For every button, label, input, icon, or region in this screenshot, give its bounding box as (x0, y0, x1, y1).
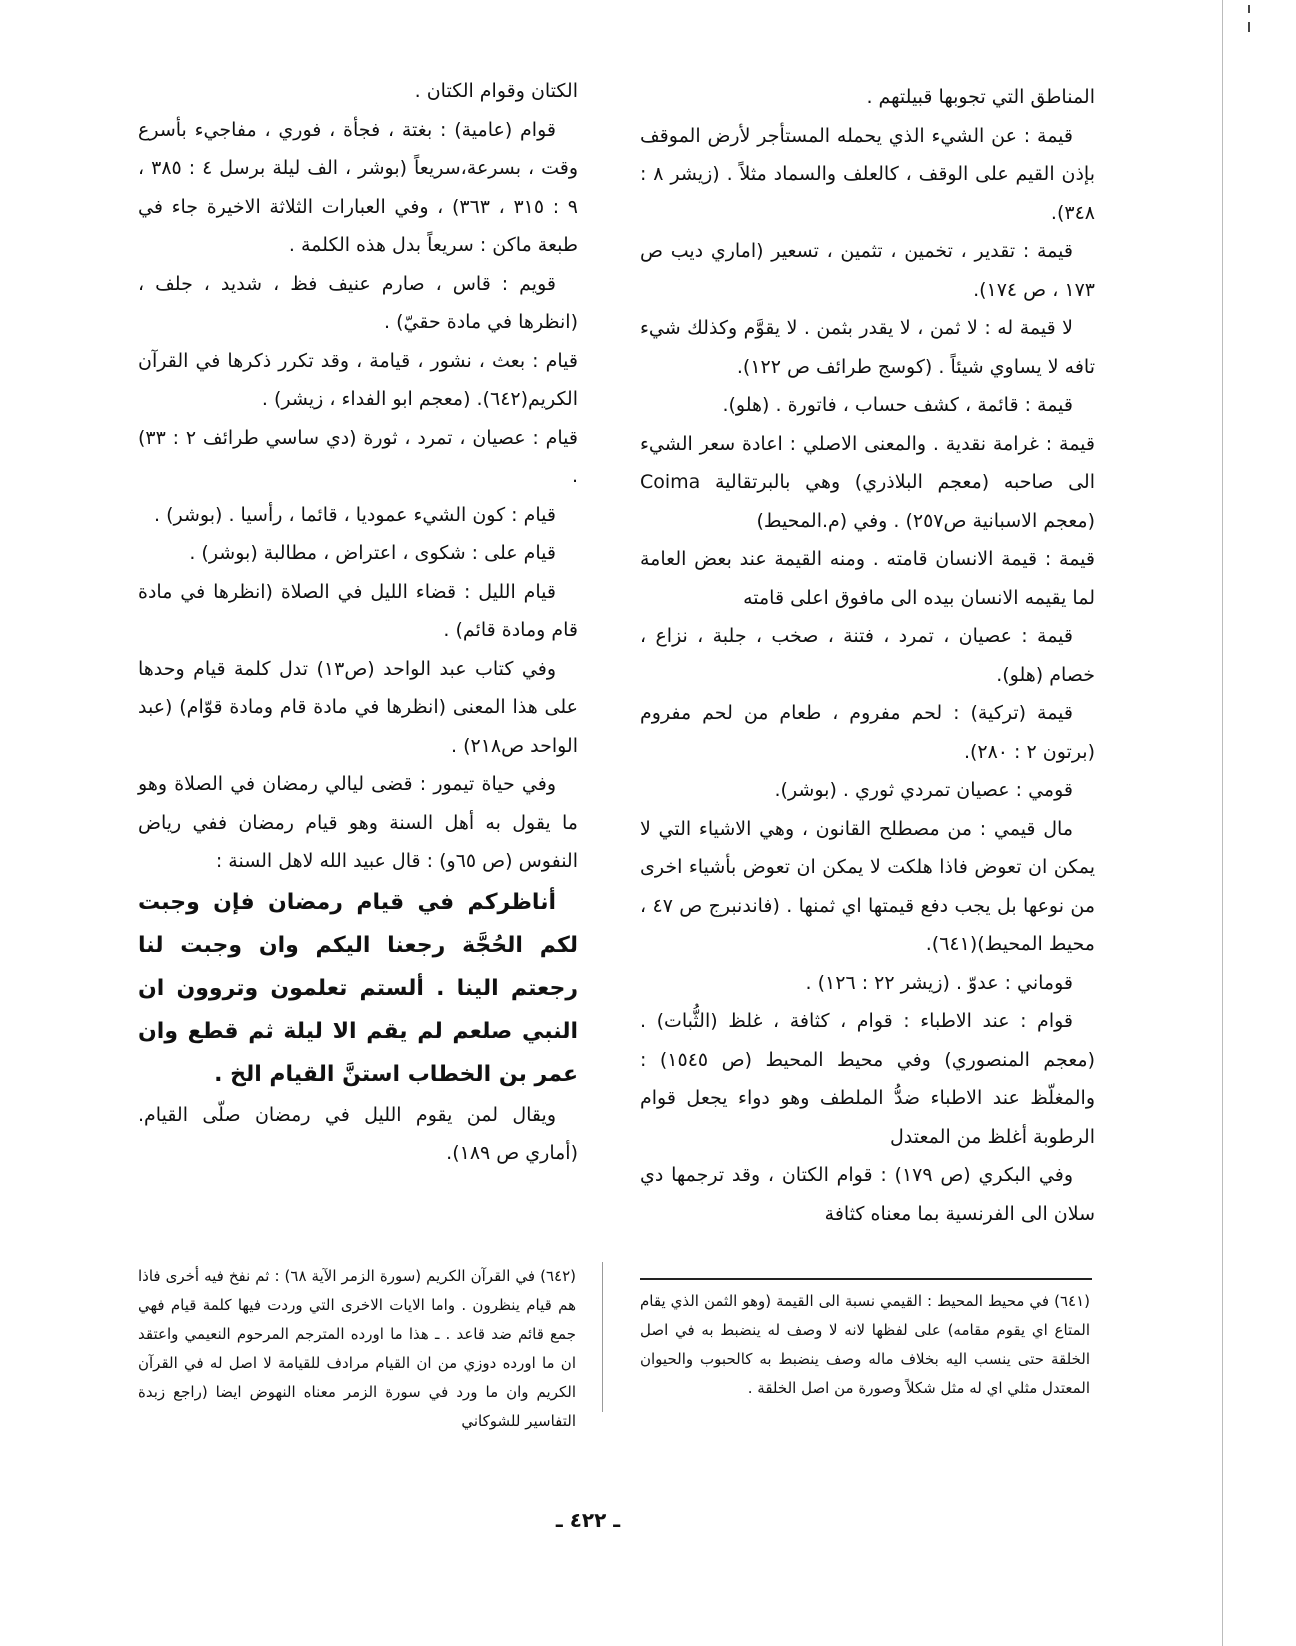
quoted-passage: أناظركم في قيام رمضان فإن وجبت لكم الحُجَّة رجعنا اليكم وان وجبت لنا رجعتم الينا . ألستم تعلمون وتروون ان النبي صلعم لم يقم الا ليلة ثم قطع وان عمر بن الخطاب استنَّ القيام الخ . (138, 889, 578, 1087)
paragraph: قيمة : قائمة ، كشف حساب ، فاتورة . (هلو). (722, 394, 1073, 416)
paragraph: وفي كتاب عبد الواحد (ص١٣) تدل كلمة قيام وحدها على هذا المعنى (انظرها في مادة قام ومادة قوّام) (عبد الواحد ص٢١٨) . (138, 657, 578, 757)
paragraph: المناطق التي تجوبها قبيلتهم . (866, 86, 1095, 108)
paragraph: قيمة : تقدير ، تخمين ، تثمين ، تسعير (اماري ديب ص ١٧٣ ، ص ١٧٤). (640, 240, 1095, 301)
paragraph: قيام الليل : قضاء الليل في الصلاة (انظرها في مادة قام ومادة قائم) . (138, 580, 578, 641)
scan-gutter-line (602, 1262, 603, 1412)
paragraph: مال قيمي : من مصطلح القانون ، وهي الاشياء التي لا يمكن ان تعوض فاذا هلكت لا يمكن ان تعوض بأشياء اخرى من نوعها بل يجب دفع قيمتها اي ثمنها . (فاندنبرج ص ٤٧ ، محيط المحيط)(٦٤١). (640, 817, 1096, 955)
paragraph: قيام : كون الشيء عموديا ، قائما ، رأسيا . (بوشر) . (154, 503, 556, 526)
scan-mark (1248, 22, 1250, 32)
paragraph: الكتان وقوام الكتان . (414, 80, 578, 102)
paragraph: قومي : عصيان تمردي ثوري . (بوشر). (774, 779, 1073, 801)
page-number: ـ ٤٢٢ ـ (555, 1508, 621, 1532)
paragraph: قوام : عند الاطباء : قوام ، كثافة ، غلظ (الثُّبات) . (معجم المنصوري) وفي محيط المحيط (ص ١٥٤٥) : والمغلّظ عند الاطباء ضدُّ الملطف وهو دواء يجعل قوام الرطوبة أغلظ من المعتدل (640, 1010, 1095, 1148)
paragraph: قويم : قاس ، صارم عنيف فظ ، شديد ، جلف ، (انظرها في مادة حقيّ) . (138, 272, 578, 333)
right-column (640, 78, 1095, 1233)
paragraph: قيام : بعث ، نشور ، قيامة ، وقد تكرر ذكرها في القرآن الكريم(٦٤٢). (معجم ابو الفداء ، زيشر) . (138, 349, 578, 410)
paragraph: قيمة : غرامة نقدية . والمعنى الاصلي : اعادة سعر الشيء الى صاحبه (معجم البلاذري) وهي بالبرتقالية Coima (معجم الاسبانية ص٢٥٧) . وفي (م.المحيط) (640, 432, 1095, 532)
footnote-divider (640, 1278, 1092, 1280)
paragraph: قيمة : عصيان ، تمرد ، فتنة ، صخب ، جلبة ، نزاع ، خصام (هلو). (640, 625, 1095, 686)
footnote-642: (٦٤٢) في القرآن الكريم (سورة الزمر الآية ٦٨) : ثم نفخ فيه أخرى فاذا هم قيام ينظرون . واما الايات الاخرى التي وردت فيها كلمة قيام فهي جمع قائم ضد قاعد . ـ هذا ما اورده المترجم المرحوم النعيمي واعتقد ان ما اورده دوزي من ان القيام مرادف للقيامة لا اصل له في القرآن الكريم وان ما ورد في سورة الزمر معناه النهوض ايضا (راجع زبدة التفاسير للشوكاني (138, 1267, 576, 1430)
paragraph: قوماني : عدوّ . (زيشر ٢٢ : ١٢٦) . (805, 971, 1073, 994)
footnote-641: (٦٤١) في محيط المحيط : القيمي نسبة الى القيمة (وهو الثمن الذي يقام المتاع اي يقوم مقامه) على لفظها لانه لا وصف له ينضبط به في اصل الخلقة حتى ينسب اليه بخلاف ماله وصف ينضبط به كالحبوب والحيوان المعتدل مثلي اي له مثل شكلاً وصورة من اصل الخلقة . (640, 1292, 1090, 1397)
scan-mark (1248, 5, 1250, 13)
paragraph: قيمة : عن الشيء الذي يحمله المستأجر لأرض الموقف بإذن القيم على الوقف ، كالعلف والسماد مثلاً . (زيشر ٨ : ٣٤٨). (640, 124, 1095, 224)
paragraph: قيمة : قيمة الانسان قامته . ومنه القيمة عند بعض العامة لما يقيمه الانسان بيده الى مافوق اعلى قامته (640, 548, 1095, 609)
paragraph: قيام على : شكوى ، اعتراض ، مطالبة (بوشر) . (189, 542, 556, 564)
paragraph: لا قيمة له : لا ثمن ، لا يقدر بثمن . لا يقوَّم وكذلك شيء تافه لا يساوي شيئاً . (كوسج طرائف ص ١٢٢). (640, 317, 1095, 378)
paragraph: قيام : عصيان ، تمرد ، ثورة (دي ساسي طرائف ٢ : ٣٣) . (138, 426, 578, 487)
paragraph: ويقال لمن يقوم الليل في رمضان صلّى القيام. (أماري ص ١٨٩). (138, 1103, 578, 1164)
paragraph: قيمة (تركية) : لحم مفروم ، طعام من لحم مفروم (برتون ٢ : ٢٨٠). (640, 702, 1095, 763)
left-column (138, 72, 578, 1173)
scan-edge-line (1222, 0, 1223, 1646)
paragraph: قوام (عامية) : بغتة ، فجأة ، فوري ، مفاجيء بأسرع وقت ، بسرعة،سريعاً (بوشر ، الف ليلة برسل ٤ : ٣٨٥ ، ٩ : ٣١٥ ، ٣٦٣) ، وفي العبارات الثلاثة الاخيرة جاء في طبعة ماكن : سريعاً بدل هذه الكلمة . (138, 118, 579, 256)
paragraph: وفي البكري (ص ١٧٩) : قوام الكتان ، وقد ترجمها دي سلان الى الفرنسية بما معناه كثافة (640, 1164, 1095, 1225)
paragraph: وفي حياة تيمور : قضى ليالي رمضان في الصلاة وهو ما يقول به أهل السنة وهو قيام رمضان ففي رياض النفوس (ص ٦٥و) : قال عبيد الله لاهل السنة : (138, 773, 578, 872)
